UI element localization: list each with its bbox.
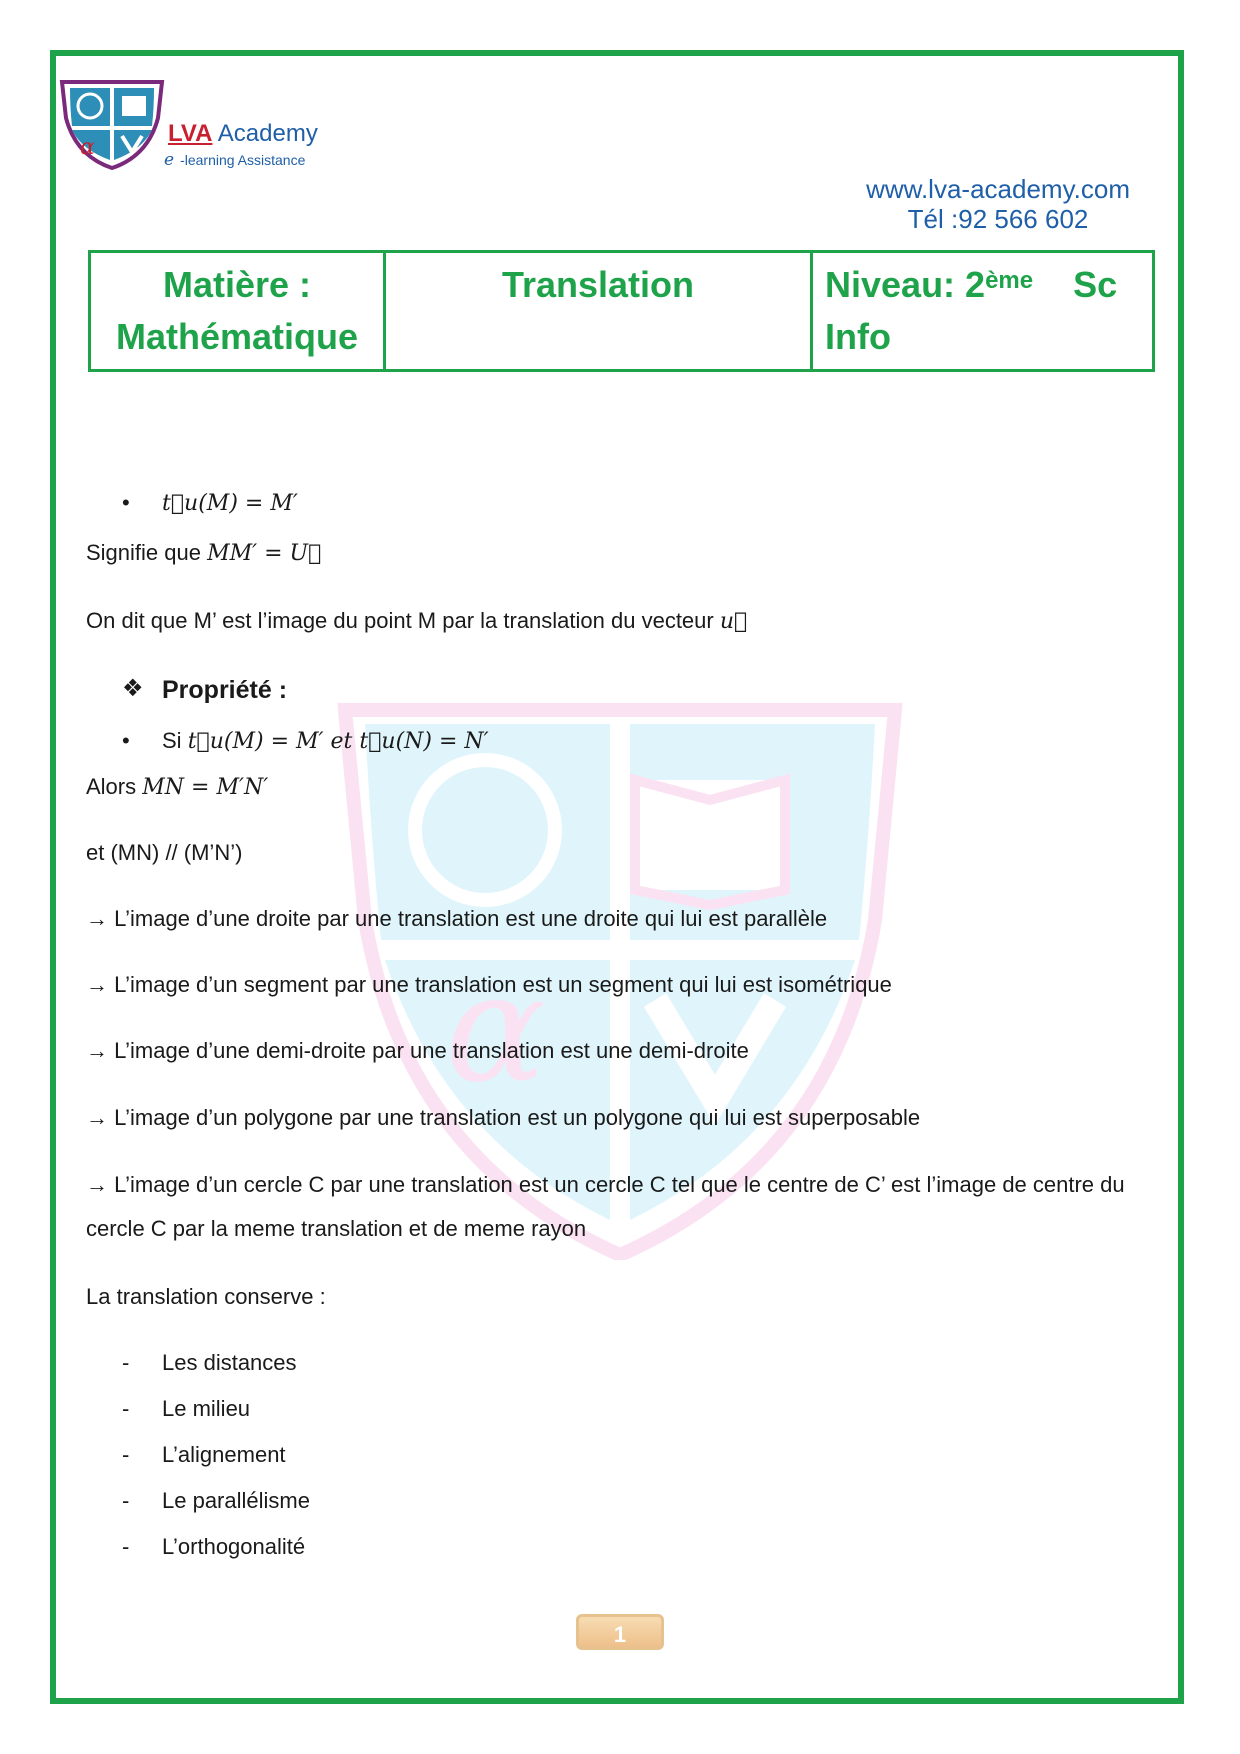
- si-line: Si t⃗u(M) = M′ et t⃗u(N) = N′: [162, 728, 489, 754]
- niveau-cell: Niveau: 2ème Sc Info: [812, 252, 1154, 371]
- property-heading: Propriété :: [162, 676, 288, 704]
- svg-text:α: α: [80, 135, 95, 160]
- image-line: → L’image d’un segment par une translation est un segment qui lui est isométrique: [86, 972, 892, 997]
- dash-bullet: -: [122, 1396, 130, 1421]
- list-item: Les distances: [162, 1350, 297, 1375]
- parallel-line: et (MN) // (M’N’): [86, 840, 243, 865]
- page-title: Translation: [501, 264, 695, 305]
- image-line: cercle C par la meme translation et de meme rayon: [86, 1216, 587, 1241]
- header-table: [88, 250, 1155, 372]
- image-line: → L’image d’une demi-droite par une translation est une demi-droite: [86, 1038, 749, 1063]
- dash-bullet: -: [122, 1350, 130, 1375]
- diamond-bullet-icon: ❖: [122, 675, 144, 702]
- image-line: → L’image d’une droite par une translation est une droite qui lui est parallèle: [86, 906, 828, 931]
- page-number: 1: [576, 1614, 664, 1650]
- phone-text: Tél :92 566 602: [907, 204, 1089, 234]
- website-link[interactable]: www.lva-academy.com: [866, 174, 1130, 204]
- list-item: Le milieu: [162, 1396, 251, 1421]
- on-dit-line: On dit que M’ est l’image du point M par la translation du vecteur u⃗: [86, 608, 748, 634]
- lva-logo-icon: [58, 78, 166, 170]
- matiere-cell: Matière : Mathématique: [90, 252, 385, 371]
- svg-text:α: α: [445, 942, 547, 1116]
- dash-bullet: -: [122, 1488, 130, 1513]
- definition-line: Signifie que MM′ = U⃗: [86, 540, 322, 566]
- dash-bullet: -: [122, 1534, 130, 1559]
- alors-line: Alors MN = M′N′: [86, 774, 269, 800]
- list-item: L’alignement: [162, 1442, 286, 1467]
- brand-subtitle: e -learning Assistance: [164, 150, 306, 170]
- dash-bullet: -: [122, 1442, 130, 1467]
- contact-block: [866, 174, 1130, 234]
- conserve-heading: La translation conserve :: [86, 1284, 326, 1309]
- brand-name: LVA Academy: [168, 120, 318, 147]
- bullet: •: [122, 728, 130, 753]
- bullet: •: [122, 490, 130, 515]
- list-item: Le parallélisme: [162, 1488, 310, 1513]
- list-item: L’orthogonalité: [162, 1534, 306, 1559]
- definition-formula: t⃗u(M) = M′: [162, 491, 298, 516]
- image-line: → L’image d’un polygone par une translation est un polygone qui lui est superposable: [86, 1105, 921, 1130]
- title-cell: [385, 252, 812, 371]
- image-line: → L’image d’un cercle C par une translation est un cercle C tel que le centre de C’ est l’image de centre du: [86, 1172, 1125, 1197]
